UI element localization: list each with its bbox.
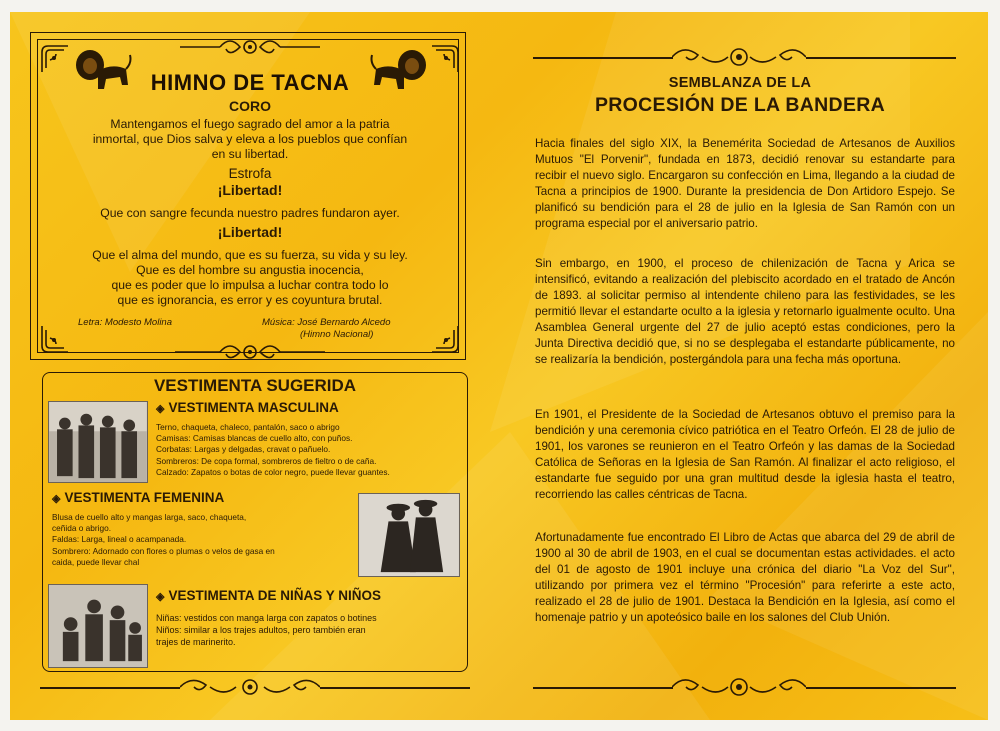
divider bbox=[320, 687, 470, 689]
semblanza-paragraph: Sin embargo, en 1900, el proceso de chilenización de Tacna y Arica se intensificó, evitando a realización del plebiscito acordado en el tratado de Ancón de 1893. al solicitar permiso al intendente chileno para las festividades, se les permitió llevar el estandarte oculto a la iglesia y retornarlo igualmente oculto. Una Asamblea General urgente del 27 de julio aceptó estas condiciones, pero la Junta Directiva decidió que, si no se desplegaba el estandarte públicamente, no se realizaría la bendición, postergándola para una fecha más oportuna. bbox=[535, 257, 955, 366]
diamond-bullet-icon: ◈ bbox=[156, 403, 165, 415]
letra-credit: Letra: Modesto Molina bbox=[78, 317, 172, 328]
diamond-bullet-icon: ◈ bbox=[156, 591, 165, 603]
coro-line: inmortal, que Dios salva y eleva a los pueblos que confían bbox=[92, 132, 408, 146]
corner-flourish-icon bbox=[430, 324, 460, 354]
coro-line: Mantengamos el fuego sagrado del amor a la patria bbox=[110, 117, 390, 131]
semblanza-paragraph: Hacia finales del siglo XIX, la Benemérita Sociedad de Artesanos de Auxilios Mutuos "El Porvenir", fundada en 1873, decidió renovar su estandarte para recibir el nuevo siglo. Encargaron su confección en Lima, llegando a la ciudad de Tacna a principios de 1900. Durante la presidencia de Don Artidoro Espejo. Se planificó su bendición para el 28 de julio en la Iglesia de San Ramón con un programa especial por el aniversario patrio. bbox=[535, 137, 955, 230]
lion-icon bbox=[368, 45, 430, 97]
vestimenta-title: VESTIMENTA SUGERIDA bbox=[153, 376, 357, 395]
divider bbox=[40, 687, 180, 689]
estrofa-line: Que el alma del mundo, que es su fuerza, su vida y su ley. bbox=[92, 248, 408, 262]
children-photo bbox=[48, 584, 148, 668]
coro-label: CORO bbox=[229, 98, 271, 114]
estrofa-line: que es poder que lo impulsa a luchar contra todo lo bbox=[111, 278, 389, 292]
semblanza-title-big: PROCESIÓN DE LA BANDERA bbox=[594, 94, 886, 116]
femenina-text: Blusa de cuello alto y mangas larga, saco, chaqueta, ceñida o abrigo. Faldas: Larga, lineal o acampanada. Sombrero: Adornado con flores o plumas o velos de gasa en caida, puede llevar chal bbox=[52, 512, 275, 567]
musica-credit: Música: José Bernardo Alcedo bbox=[262, 317, 391, 328]
divider bbox=[533, 57, 673, 59]
ninos-text: Niñas: vestidos con manga larga con zapatos o botines Niños: similar a los trajes adultos, pero también eran trajes de marinerito. bbox=[156, 613, 377, 647]
ornament-icon bbox=[180, 34, 320, 60]
masculina-heading: ◈ VESTIMENTA MASCULINA bbox=[156, 400, 339, 415]
ornament-icon bbox=[175, 339, 325, 365]
masculina-text: Terno, chaqueta, chaleco, pantalón, saco o abrigo Camisas: Camisas blancas de cuello alto, con puños. Corbatas: Largas y delgadas, cravat o pañuelo. Sombreros: De copa formal, sombreros de fieltro o de caña. Calzado: Zapatos o botas de color negro, puede llevar guantes. bbox=[156, 422, 390, 477]
corner-flourish-icon bbox=[430, 44, 460, 74]
femenina-heading: ◈ VESTIMENTA FEMENINA bbox=[52, 490, 225, 505]
musica-note: (Himno Nacional) bbox=[300, 329, 374, 340]
ornament-icon bbox=[672, 672, 806, 702]
coro-line: en su libertad. bbox=[211, 147, 289, 161]
estrofa-line: Que es del hombre su angustia inocencia, bbox=[136, 263, 364, 277]
diamond-bullet-icon: ◈ bbox=[52, 493, 61, 505]
men-photo bbox=[48, 401, 148, 483]
semblanza-title-small: SEMBLANZA DE LA bbox=[668, 75, 812, 91]
libertad-heading: ¡Libertad! bbox=[217, 182, 283, 198]
estrofa-label: Estrofa bbox=[228, 166, 272, 181]
divider bbox=[533, 687, 673, 689]
lion-icon bbox=[72, 45, 134, 97]
semblanza-paragraph: En 1901, el Presidente de la Sociedad de Artesanos obtuvo el premiso para la bendición y una ceremonia cívico patriótica en el Teatro Orfeón. El 28 de julio de 1901, los varones se reunieron en el Teatro Orfeón y las damas de la Sociedad Católica de Señoras en la Iglesia de San Ramón. Al finalizar el acto religioso, el estandarte fue seguido por una gran multitud desde la iglesia hasta el teatro, recorriendo las calles céntricas de Tacna. bbox=[535, 408, 955, 501]
women-photo bbox=[358, 493, 460, 577]
divider bbox=[806, 687, 956, 689]
corner-flourish-icon bbox=[40, 44, 70, 74]
libertad-heading: ¡Libertad! bbox=[217, 224, 283, 240]
corner-flourish-icon bbox=[40, 324, 70, 354]
divider bbox=[806, 57, 956, 59]
ninos-heading: ◈ VESTIMENTA DE NIÑAS Y NIÑOS bbox=[156, 588, 382, 603]
himno-title: HIMNO DE TACNA bbox=[150, 70, 350, 95]
estrofa-line: Que con sangre fecunda nuestro padres fundaron ayer. bbox=[100, 206, 400, 220]
estrofa-line: que es ignorancia, es error y es coyuntura brutal. bbox=[117, 293, 383, 307]
ornament-icon bbox=[672, 42, 806, 72]
semblanza-paragraph: Afortunadamente fue encontrado El Libro de Actas que abarca del 29 de abril de 1900 al 30 de abril de 1903, en el cual se documentan estas actividades. el acto del 01 de agosto de 1901 incluye una crónica del diario "La Voz del Sur", utilizando por primera vez el término "Procesión" para referirte a este acto, realizado el 28 de julio de 1901. Destaca la Bendición en la Iglesia, así como el homenaje patrio y un apoteósico baile en los salones del Club Unión. bbox=[535, 531, 955, 624]
ornament-icon bbox=[180, 674, 320, 700]
